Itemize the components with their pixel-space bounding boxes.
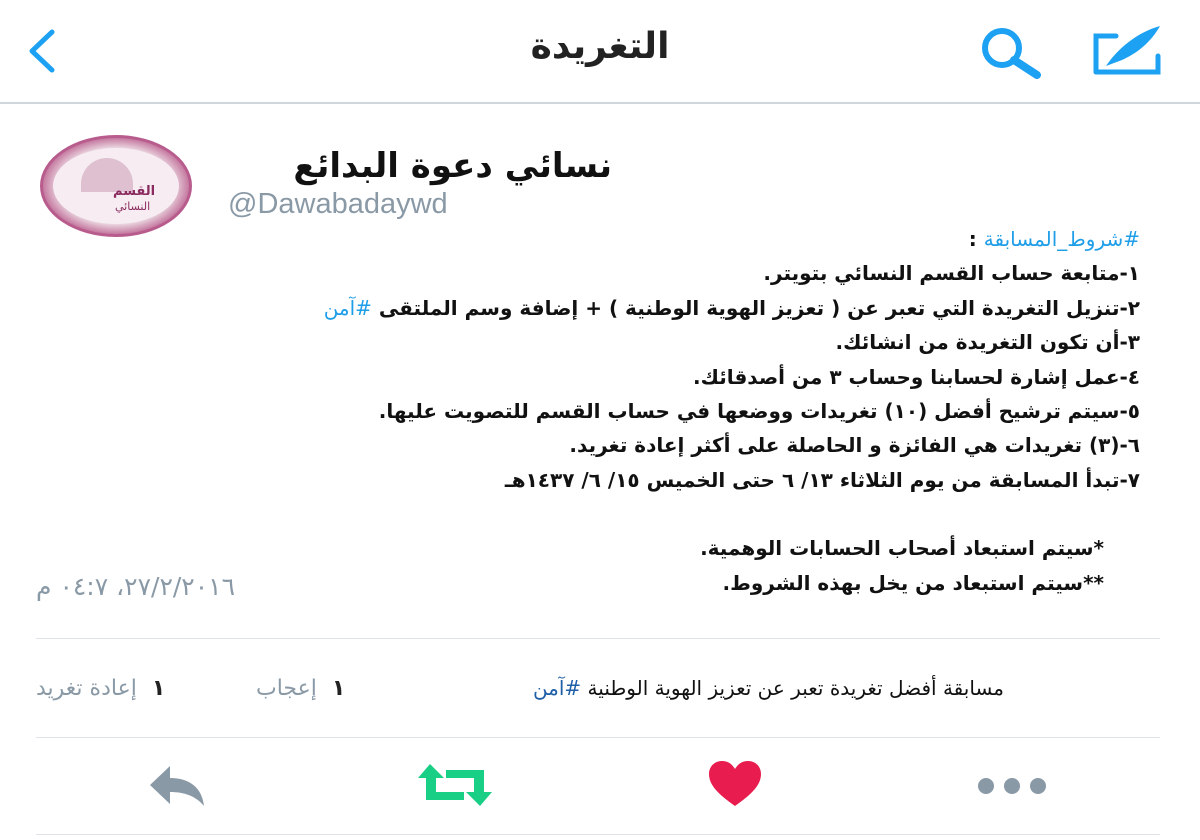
heading-suffix: : [968,227,984,251]
condition-line-7: ٧-تبدأ المسابقة من يوم الثلاثاء ١٣/ ٦ حتى الخميس ١٥/ ٦/ ١٤٣٧هـ [504,467,1140,492]
divider [36,737,1160,738]
note-1-text: *سيتم استبعاد أصحاب الحسابات الوهمية. [700,536,1104,561]
hashtag-link[interactable]: #آمن [323,295,372,320]
divider [36,834,1160,835]
more-dots-icon [974,758,1050,812]
condition-line-2 [140,291,1140,325]
note-line-2 [140,566,1140,600]
condition-line-2-text: ٢-تنزيل التغريدة التي تعبر عن ( تعزيز الهوية الوطنية ) + إضافة وسم الملتقى [371,295,1140,320]
reply-icon [144,758,210,812]
user-handle[interactable]: @Dawabadaywd [228,188,448,220]
search-icon [975,26,1045,80]
summary-text: مسابقة أفضل تغريدة تعبر عن تعزيز الهوية الوطنية [581,676,1004,700]
heart-icon [706,758,764,812]
spacer [140,497,1140,531]
avatar-logo-subtext: النسائي [115,200,151,213]
page-title: التغريدة [530,26,670,67]
like-count-number: ١ [331,676,346,701]
display-name[interactable]: نسائي دعوة البدائع [293,146,612,186]
retweet-button[interactable] [416,758,494,812]
like-count-label: إعجاب [256,676,317,701]
retweet-count-number: ١ [151,676,166,701]
note-2-text: **سيتم استبعاد من يخل بهذه الشروط. [722,570,1104,595]
more-button[interactable] [974,758,1050,812]
retweet-icon [416,758,494,812]
retweet-count-label: إعادة تغريد [36,676,137,701]
hashtag-link[interactable]: #شروط_المسابقة [983,227,1140,251]
like-count[interactable] [256,676,345,701]
avatar-logo-text: القسم [113,184,156,199]
hashtag-link[interactable]: #آمن [532,676,582,700]
search-button[interactable] [975,26,1045,80]
tweet-heading [140,222,1140,256]
reply-button[interactable] [144,758,210,812]
compose-tweet-button[interactable] [1092,22,1164,78]
condition-line-3: ٣-أن تكون التغريدة من انشائك. [835,330,1140,355]
compose-tweet-icon [1092,22,1164,78]
divider [36,638,1160,639]
tweet-text [140,222,1140,600]
condition-line-6: ٦-(٣) تغريدات هي الفائزة و الحاصلة على أكثر إعادة تغريد. [569,433,1140,458]
condition-line-4: ٤-عمل إشارة لحسابنا وحساب ٣ من أصدقائك. [692,364,1140,389]
retweet-count[interactable] [36,676,165,701]
condition-line-1: ١-متابعة حساب القسم النسائي بتويتر. [763,261,1140,286]
like-button[interactable] [706,758,764,812]
tweet-timestamp: ٢٧/٢/٢٠١٦، ٠٤:٧ م [36,572,236,601]
condition-line-5: ٥-سيتم ترشيح أفضل (١٠) تغريدات ووضعها في حساب القسم للتصويت عليها. [378,399,1140,424]
note-line-1 [140,531,1140,565]
tweet-summary [533,676,1004,700]
